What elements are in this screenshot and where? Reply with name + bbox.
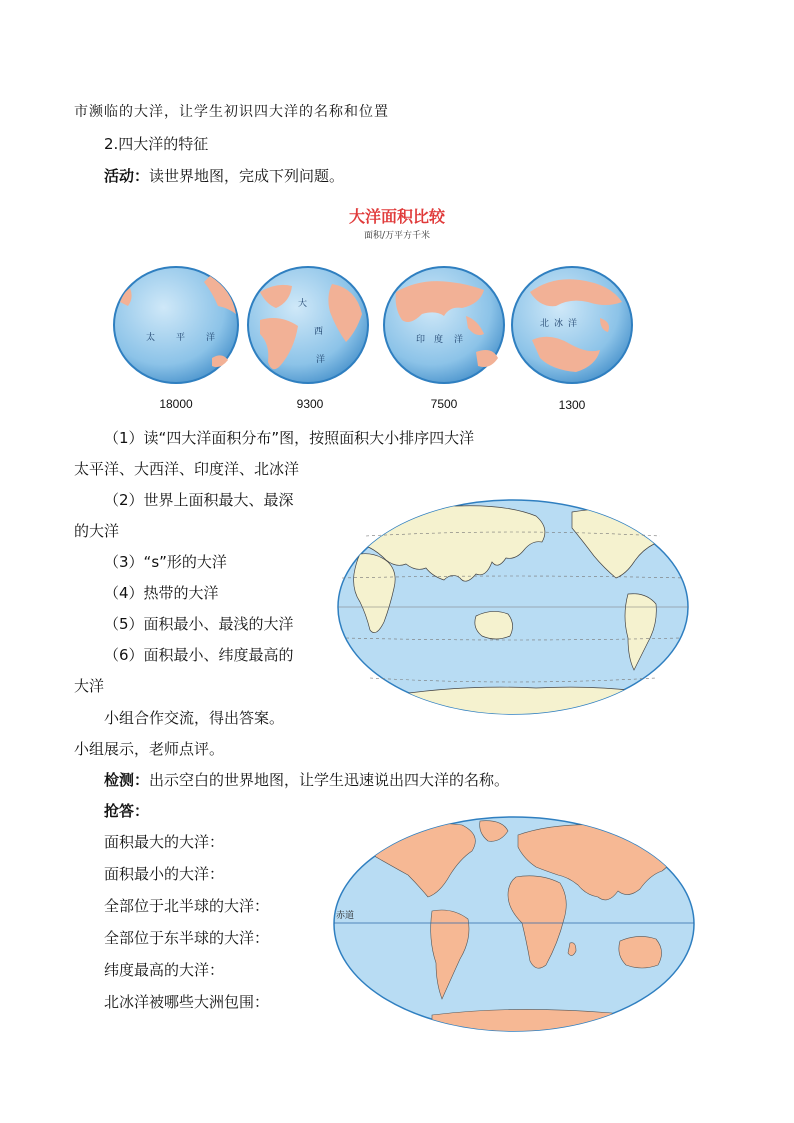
- world-map-blank: [332, 815, 696, 1033]
- globe-label: 大: [298, 299, 308, 309]
- activity-label: 活动：: [104, 167, 150, 185]
- globe-label: 冰: [554, 319, 564, 329]
- question-6a: （6）面积最小、纬度最高的: [104, 646, 294, 664]
- globe-label: 平: [176, 333, 186, 343]
- world-map-pacific-centred: [336, 498, 690, 716]
- area-value-arctic: 1300: [558, 398, 586, 412]
- area-value-pacific: 18000: [159, 397, 193, 411]
- ocean-globes: [100, 262, 660, 392]
- question-1-answer: 太平洋、大西洋、印度洋、北冰洋: [74, 460, 300, 478]
- quick-answer-item: 面积最大的大洋：: [104, 833, 225, 851]
- section-heading: 2.四大洋的特征: [104, 135, 209, 153]
- activity-text: 读世界地图，完成下列问题。: [149, 167, 345, 185]
- globe-label: 太: [146, 333, 156, 343]
- globe-atlantic: [248, 267, 368, 383]
- globe-label: 西: [314, 327, 324, 337]
- globe-label: 洋: [454, 335, 464, 345]
- question-4: （4）热带的大洋: [104, 584, 219, 602]
- quick-answer-item: 面积最小的大洋：: [104, 865, 225, 883]
- quick-answer-item: 全部位于北半球的大洋：: [104, 897, 270, 915]
- check-text: 出示空白的世界地图，让学生迅速说出四大洋的名称。: [149, 771, 510, 789]
- globe-arctic: [512, 267, 632, 383]
- question-6b: 大洋: [74, 677, 105, 695]
- group-line-2: 小组展示，老师点评。: [74, 740, 225, 758]
- globe-label: 洋: [568, 319, 578, 329]
- globe-label: 北: [540, 319, 550, 329]
- question-1: （1）读“四大洋面积分布”图，按照面积大小排序四大洋: [104, 429, 475, 447]
- quick-answer-item: 北冰洋被哪些大洲包围：: [104, 993, 270, 1011]
- globe-label: 洋: [206, 333, 216, 343]
- globe-label: 洋: [316, 355, 326, 365]
- intro-line: 市濒临的大洋，让学生初识四大洋的名称和位置: [74, 104, 389, 120]
- equator-label: 赤道: [336, 911, 355, 921]
- check-label: 检测：: [104, 771, 150, 789]
- question-2b: 的大洋: [74, 522, 120, 540]
- question-2a: （2）世界上面积最大、最深: [104, 491, 294, 509]
- question-3: （3）“s”形的大洋: [104, 553, 227, 571]
- question-5: （5）面积最小、最浅的大洋: [104, 615, 294, 633]
- area-value-indian: 7500: [430, 397, 458, 411]
- globe-indian: [384, 267, 504, 383]
- chart-subtitle: 面积/万平方千米: [363, 231, 431, 241]
- globe-label: 度: [434, 335, 444, 345]
- chart-title: 大洋面积比较: [348, 207, 445, 226]
- globe-pacific: [114, 267, 238, 383]
- activity-line: [104, 166, 344, 186]
- quick-answer-item: 全部位于东半球的大洋：: [104, 929, 270, 947]
- globe-label: 印: [416, 335, 426, 345]
- area-value-atlantic: 9300: [296, 397, 324, 411]
- check-line: [104, 770, 509, 790]
- group-line-1: 小组合作交流，得出答案。: [104, 709, 285, 727]
- quick-answer-item: 纬度最高的大洋：: [104, 961, 225, 979]
- quick-answer-label: 抢答：: [104, 802, 150, 820]
